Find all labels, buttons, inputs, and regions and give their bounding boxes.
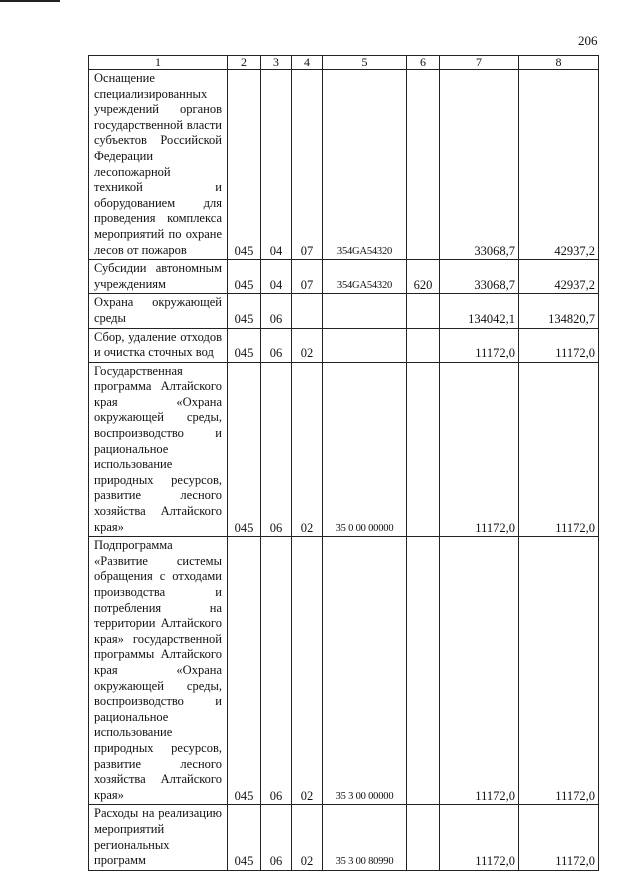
expense-name: Государственная программа Алтайского края «Охрана окружающей среды, воспроизводство и рациональное использование природных ресурсов, развитие лесного хозяйства Алтайского края»	[89, 362, 228, 537]
column-number: 5	[323, 56, 407, 70]
grbs-code: 045	[228, 260, 261, 294]
amount-col8: 11172,0	[519, 328, 599, 362]
scan-edge-mark	[0, 0, 60, 2]
target-article-code: 354GA54320	[323, 70, 407, 260]
subsection-code: 07	[292, 70, 323, 260]
grbs-code: 045	[228, 328, 261, 362]
expense-type-code	[407, 328, 440, 362]
grbs-code: 045	[228, 362, 261, 537]
section-code: 06	[261, 362, 292, 537]
column-number-row	[89, 56, 599, 70]
column-number: 7	[440, 56, 519, 70]
budget-table	[88, 55, 599, 871]
grbs-code: 045	[228, 805, 261, 870]
subsection-code	[292, 294, 323, 328]
expense-name: Расходы на реализацию мероприятий региональных программ	[89, 805, 228, 870]
section-code: 04	[261, 70, 292, 260]
section-code: 06	[261, 328, 292, 362]
column-number: 4	[292, 56, 323, 70]
amount-col7: 11172,0	[440, 362, 519, 537]
expense-name: Охрана окружающей среды	[89, 294, 228, 328]
table-row	[89, 70, 599, 260]
expense-type-code	[407, 537, 440, 805]
amount-col7: 11172,0	[440, 537, 519, 805]
section-code: 06	[261, 294, 292, 328]
section-code: 06	[261, 537, 292, 805]
target-article-code: 354GA54320	[323, 260, 407, 294]
expense-type-code	[407, 805, 440, 870]
subsection-code: 02	[292, 362, 323, 537]
table-row	[89, 260, 599, 294]
column-number: 3	[261, 56, 292, 70]
expense-type-code	[407, 70, 440, 260]
section-code: 06	[261, 805, 292, 870]
page-number: 206	[578, 33, 598, 48]
grbs-code: 045	[228, 70, 261, 260]
subsection-code: 02	[292, 805, 323, 870]
table-row	[89, 537, 599, 805]
amount-col7: 11172,0	[440, 805, 519, 870]
expense-name: Подпрограмма «Развитие системы обращения с отходами производства и потребления на территории Алтайского края» государственной программы Алтайского края «Охрана окружающей среды, воспроизводство и рациональное использование природных ресурсов, развитие лесного хозяйства Алтайского края»	[89, 537, 228, 805]
table-row	[89, 294, 599, 328]
section-code: 04	[261, 260, 292, 294]
grbs-code: 045	[228, 294, 261, 328]
table-row	[89, 362, 599, 537]
target-article-code	[323, 328, 407, 362]
amount-col7: 134042,1	[440, 294, 519, 328]
subsection-code: 07	[292, 260, 323, 294]
expense-name: Оснащение специализированных учреждений органов государственной власти субъектов Российской Федерации лесопожарной техникой и оборудованием для проведения комплекса мероприятий по охране лесов от пожаров	[89, 70, 228, 260]
expense-name: Субсидии автономным учреждениям	[89, 260, 228, 294]
expense-name: Сбор, удаление отходов и очистка сточных вод	[89, 328, 228, 362]
table-row	[89, 805, 599, 870]
table-row	[89, 328, 599, 362]
target-article-code: 35 3 00 80990	[323, 805, 407, 870]
amount-col8: 11172,0	[519, 362, 599, 537]
amount-col7: 33068,7	[440, 70, 519, 260]
column-number: 6	[407, 56, 440, 70]
column-number: 2	[228, 56, 261, 70]
amount-col8: 42937,2	[519, 70, 599, 260]
target-article-code: 35 0 00 00000	[323, 362, 407, 537]
subsection-code: 02	[292, 537, 323, 805]
amount-col8: 42937,2	[519, 260, 599, 294]
expense-type-code	[407, 294, 440, 328]
target-article-code: 35 3 00 00000	[323, 537, 407, 805]
column-number: 1	[89, 56, 228, 70]
subsection-code: 02	[292, 328, 323, 362]
target-article-code	[323, 294, 407, 328]
amount-col8: 11172,0	[519, 805, 599, 870]
column-number: 8	[519, 56, 599, 70]
amount-col7: 11172,0	[440, 328, 519, 362]
expense-type-code: 620	[407, 260, 440, 294]
expense-type-code	[407, 362, 440, 537]
amount-col8: 134820,7	[519, 294, 599, 328]
amount-col7: 33068,7	[440, 260, 519, 294]
grbs-code: 045	[228, 537, 261, 805]
amount-col8: 11172,0	[519, 537, 599, 805]
